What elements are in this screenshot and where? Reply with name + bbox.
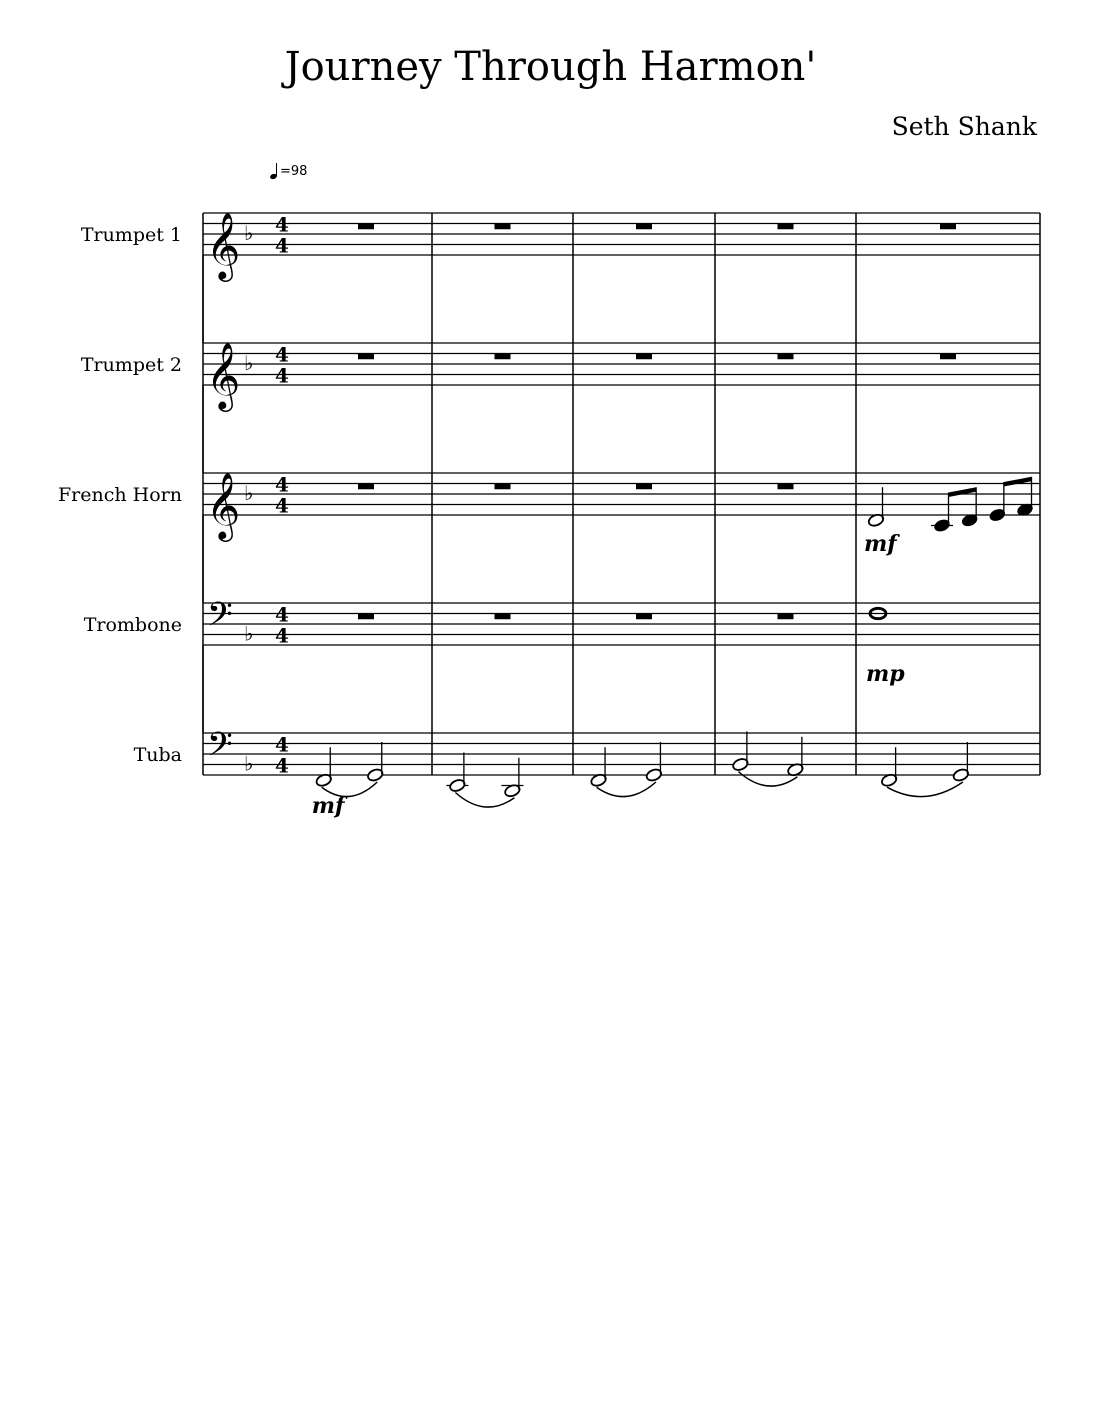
flat-icon: ♭ <box>244 751 254 776</box>
whole-rest <box>495 614 511 620</box>
time-signature-top: 4 <box>275 472 289 497</box>
staff-trombone <box>203 603 1040 733</box>
staff-trumpet-2 <box>203 343 1040 473</box>
treble-clef-icon: 𝄞 <box>206 471 241 539</box>
treble-clef-icon: 𝄞 <box>206 211 241 279</box>
instrument-label: Tuba <box>133 744 182 766</box>
treble-clef-icon: 𝄞 <box>206 341 241 409</box>
dynamic-marking: mp <box>866 661 905 687</box>
whole-rest <box>636 484 652 490</box>
dynamic-marking: mf <box>864 531 897 557</box>
slur <box>887 782 963 797</box>
flat-icon: ♭ <box>244 351 254 375</box>
staff-trumpet-1 <box>203 213 1040 343</box>
whole-rest <box>636 224 652 230</box>
flat-icon: ♭ <box>244 481 254 505</box>
whole-rest <box>495 354 511 360</box>
score-title: Journey Through Harmon' <box>284 44 817 90</box>
tempo-value: =98 <box>280 164 308 179</box>
whole-rest <box>778 354 794 360</box>
time-signature-bottom: 4 <box>275 493 289 518</box>
time-signature-bottom: 4 <box>275 623 289 648</box>
beam <box>1004 477 1032 487</box>
instrument-label: Trumpet 2 <box>80 354 182 376</box>
whole-rest <box>495 484 511 490</box>
whole-rest <box>358 354 374 360</box>
flat-icon: ♭ <box>244 221 254 245</box>
bass-clef-icon: 𝄢 <box>207 596 233 642</box>
whole-rest <box>778 224 794 230</box>
whole-rest <box>358 224 374 230</box>
whole-rest <box>636 354 652 360</box>
slur <box>597 782 656 797</box>
whole-rest <box>358 484 374 490</box>
time-signature-bottom: 4 <box>275 233 289 258</box>
flat-icon: ♭ <box>244 621 254 646</box>
instrument-label: Trombone <box>83 614 182 636</box>
dynamic-marking: mf <box>311 793 345 819</box>
whole-rest <box>778 614 794 620</box>
whole-rest <box>940 224 956 230</box>
whole-rest <box>778 484 794 490</box>
composer-name: Seth Shank <box>891 112 1037 141</box>
time-signature-top: 4 <box>275 212 289 237</box>
whole-rest <box>358 614 374 620</box>
whole-rest <box>495 224 511 230</box>
time-signature-top: 4 <box>275 602 289 627</box>
time-signature-bottom: 4 <box>275 363 289 388</box>
time-signature-bottom: 4 <box>275 753 289 778</box>
staff-french-horn <box>203 473 1040 603</box>
whole-rest <box>940 354 956 360</box>
beam <box>949 487 977 497</box>
bass-clef-icon: 𝄢 <box>207 726 233 772</box>
time-signature-top: 4 <box>275 732 289 757</box>
instrument-label: Trumpet 1 <box>80 224 182 246</box>
whole-rest <box>636 614 652 620</box>
time-signature-top: 4 <box>275 342 289 367</box>
instrument-label: French Horn <box>58 484 182 506</box>
